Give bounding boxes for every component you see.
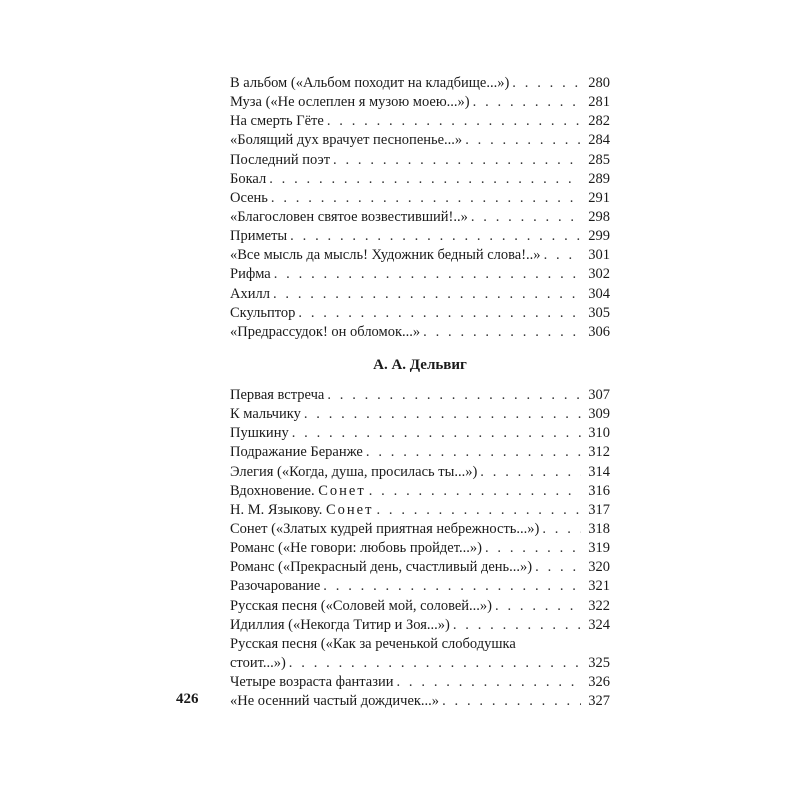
toc-entry-page: 317 (588, 501, 610, 518)
toc-entry-page: 298 (588, 208, 610, 225)
toc-entry-page: 291 (588, 189, 610, 206)
toc-entry-title-spaced: Сонет (318, 482, 366, 499)
toc-entry-title: В альбом («Альбом походит на кладбище...») (230, 75, 510, 91)
toc-entry (230, 74, 610, 93)
dot-leader (396, 673, 581, 692)
toc-entry-page: 309 (588, 406, 610, 423)
toc-entry-page: 327 (588, 693, 610, 710)
toc-entry (230, 424, 610, 443)
toc-entry (230, 323, 610, 342)
toc-entry (230, 285, 610, 304)
dot-leader (273, 285, 581, 304)
toc-entry-title: Романс («Прекрасный день, счастливый день...») (230, 559, 533, 576)
dot-leader (298, 304, 581, 323)
dot-leader (274, 265, 581, 284)
toc-entry (230, 539, 610, 558)
toc-entry (230, 482, 610, 501)
toc-entry (230, 151, 610, 170)
toc-entry (230, 189, 610, 208)
toc-entry (230, 227, 610, 246)
page-number: 426 (176, 691, 199, 707)
toc-entry-title-main: Вдохновение. (230, 482, 315, 499)
toc-entry-page: 301 (588, 247, 610, 264)
dot-leader (271, 189, 581, 208)
dot-leader (366, 443, 581, 462)
toc-entry-title: Последний поэт (230, 151, 331, 168)
toc-entry-title: Подражание Беранже (230, 444, 363, 461)
toc-entry (230, 265, 610, 284)
toc-entry-title: Первая встреча (230, 387, 325, 403)
dot-leader (323, 577, 581, 596)
dot-leader (369, 482, 581, 501)
dot-leader (327, 386, 581, 405)
toc-entry-page: 316 (588, 482, 610, 499)
toc-list-part1 (230, 74, 610, 342)
toc-entry (230, 577, 610, 596)
toc-entry-page: 299 (588, 228, 610, 245)
dot-leader (473, 93, 581, 112)
dot-leader (269, 170, 581, 189)
toc-entry-title: К мальчику (230, 406, 301, 423)
toc-entry-title: Пушкину (230, 425, 289, 442)
toc-entry-page: 321 (588, 578, 610, 595)
toc-entry (230, 520, 610, 539)
toc-entry (230, 170, 610, 189)
toc-entry (230, 112, 610, 131)
toc-entry-title: Осень (230, 189, 268, 206)
dot-leader (289, 654, 581, 673)
toc-entry-page: 289 (588, 170, 610, 187)
toc-entry (230, 654, 610, 673)
dot-leader (327, 112, 581, 131)
toc-entry-page: 310 (588, 425, 610, 442)
toc-entry-page: 322 (588, 597, 610, 614)
toc-entry-page: 305 (588, 304, 610, 321)
toc-entry (230, 304, 610, 323)
dot-leader (376, 501, 581, 520)
dot-leader (480, 463, 581, 482)
toc-entry-page: 280 (588, 75, 610, 91)
toc-entry-title: Элегия («Когда, душа, просилась ты...») (230, 463, 478, 480)
toc-entry-title: На смерть Гёте (230, 113, 324, 130)
toc-entry-title-main: Н. М. Языкову. (230, 501, 323, 518)
toc-entry (230, 463, 610, 482)
toc-entry-title: Идиллия («Некогда Титир и Зоя...») (230, 616, 450, 633)
toc-entry-line1 (230, 635, 610, 654)
toc-entry (230, 131, 610, 150)
toc-entry-page: 325 (588, 654, 610, 671)
toc-entry (230, 501, 610, 520)
toc-entry (230, 597, 610, 616)
toc-entry-page: 318 (588, 520, 610, 537)
dot-leader (292, 424, 581, 443)
toc-entry-title: Романс («Не говори: любовь пройдет...») (230, 540, 482, 557)
dot-leader (453, 616, 581, 635)
toc-entry (230, 558, 610, 577)
toc-entry-page: 324 (588, 616, 610, 633)
toc-list-part2 (230, 386, 610, 711)
toc-entry-title: «Все мысль да мысль! Художник бедный слова!..» (230, 247, 541, 264)
toc-entry (230, 692, 610, 711)
toc-entry-title: Рифма (230, 266, 271, 283)
dot-leader (423, 323, 581, 342)
toc-entry-page: 284 (588, 132, 610, 149)
toc-entry-title: «Благословен святое возвестивший!..» (230, 208, 468, 225)
toc-entry-title: Русская песня («Соловей мой, соловей...») (230, 597, 492, 614)
toc-entry-page: 312 (588, 444, 610, 461)
toc-entry-title: Скульптор (230, 304, 296, 321)
dot-leader (542, 520, 581, 539)
dot-leader (512, 74, 581, 93)
toc-entry (230, 93, 610, 112)
toc-entry-title: Приметы (230, 228, 288, 245)
section-heading: А. А. Дельвиг (373, 357, 467, 373)
toc-entry-title: Четыре возраста фантазии (230, 674, 394, 691)
toc-entry-page: 302 (588, 266, 610, 283)
dot-leader (535, 558, 581, 577)
toc-entry-title: «Не осенний частый дождичек...» (230, 693, 440, 710)
toc-entry-title: Ахилл (230, 285, 270, 302)
toc-entry-title: «Болящий дух врачует песнопенье...» (230, 132, 463, 149)
dot-leader (465, 131, 581, 150)
toc-entry-page: 281 (588, 94, 610, 111)
toc-entry-title: «Предрассудок! он обломок...» (230, 323, 421, 340)
toc-entry-title-spaced: Сонет (325, 501, 374, 518)
toc-entry-title (230, 482, 366, 501)
toc-entry-page: 285 (588, 151, 610, 168)
toc-entry (230, 616, 610, 635)
toc-entry-page: 304 (588, 285, 610, 302)
toc-entry (230, 246, 610, 265)
toc-entry-page: 319 (588, 540, 610, 557)
dot-leader (442, 692, 581, 711)
toc-entry-title: Бокал (230, 170, 267, 187)
toc-entry-title-cont: стоит...») (230, 654, 286, 671)
dot-leader (485, 539, 581, 558)
dot-leader (544, 246, 581, 265)
dot-leader (471, 208, 581, 227)
toc-entry (230, 443, 610, 462)
dot-leader (304, 405, 581, 424)
toc-entry-page: 314 (588, 463, 610, 480)
toc-entry-title: Сонет («Златых кудрей приятная небрежность...») (230, 520, 540, 537)
dot-leader (333, 151, 581, 170)
toc-entry-title: Муза («Не ослеплен я музою моею...») (230, 94, 470, 111)
toc-entry-page: 320 (588, 559, 610, 576)
toc-entry (230, 208, 610, 227)
toc-entry-page: 307 (588, 387, 610, 403)
toc-entry-title: Разочарование (230, 578, 321, 595)
toc-entry (230, 405, 610, 424)
toc-entry-page: 282 (588, 113, 610, 130)
toc-entry (230, 386, 610, 405)
toc-entry-page: 306 (588, 323, 610, 340)
toc-entry (230, 673, 610, 692)
dot-leader (495, 597, 581, 616)
toc-entry-page: 326 (588, 674, 610, 691)
toc-entry-title: Русская песня («Как за реченькой слободушка (230, 635, 516, 652)
dot-leader (290, 227, 581, 246)
toc-entry-title (230, 501, 373, 520)
